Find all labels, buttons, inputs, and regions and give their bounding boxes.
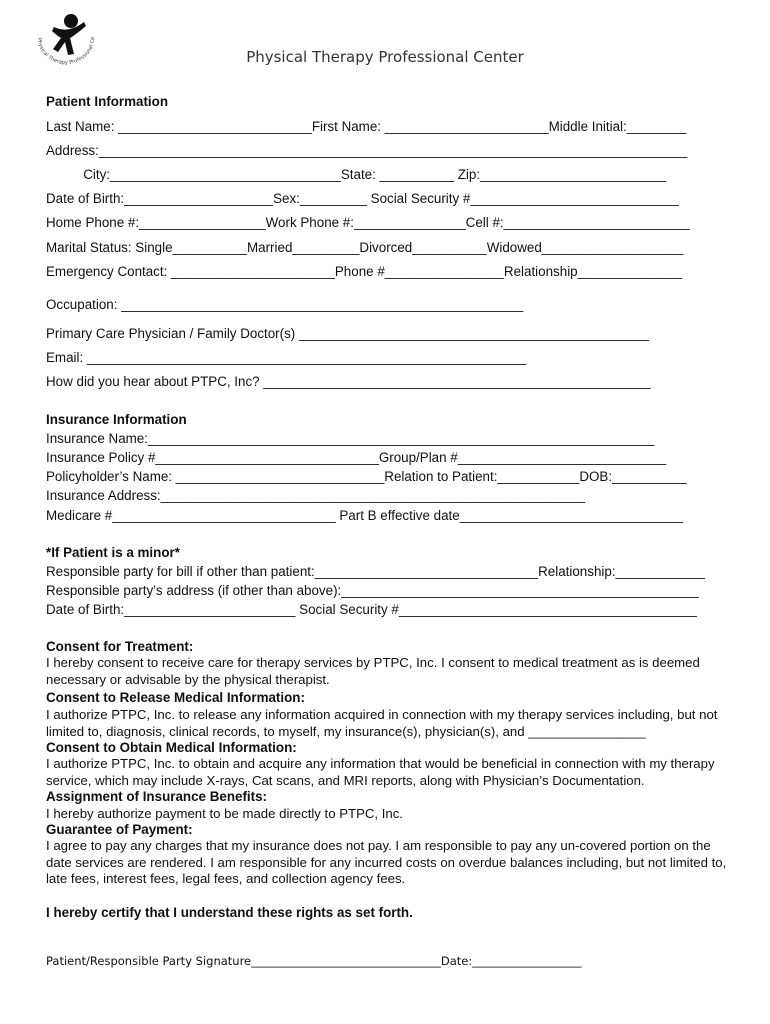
- signature-line[interactable]: Patient/Responsible Party Signature_________________________________Date:___________________: [46, 954, 582, 968]
- primary-care-line[interactable]: Primary Care Physician / Family Doctor(s) _______________________________________________: [46, 326, 649, 341]
- guarantee-text: I agree to pay any charges that my insurance does not pay. I am responsible to pay any un-covered portion on the date services are rendered. I am responsible for any incurred costs on overdue balances including, but not limited to, late fees, interest fees, legal fees, and collection agency fees.: [46, 838, 727, 886]
- obtain-text: I authorize PTPC, Inc. to obtain and acquire any information that would be beneficial in connection with my therapy service, which may include X-rays, Cat scans, and MRI reports, along with Physician’s Documentation.: [46, 756, 715, 788]
- release-text: I authorize PTPC, Inc. to release any information acquired in connection with my therapy services including, but not limited to, diagnosis, clinical records, to myself, my insurance(s), physician(s), and ________________: [46, 707, 718, 739]
- marital-status-line[interactable]: Marital Status: Single__________Married_________Divorced__________Widowed___________________: [46, 240, 684, 255]
- release-heading: Consent to Release Medical Information:: [46, 690, 305, 705]
- obtain-heading: Consent to Obtain Medical Information:: [46, 740, 297, 755]
- page-title: Physical Therapy Professional Center: [246, 48, 524, 66]
- insurance-address-line[interactable]: Insurance Address:_________________________________________________________: [46, 488, 586, 503]
- email-line[interactable]: Email: ___________________________________________________________: [46, 350, 527, 365]
- responsible-party-line[interactable]: Responsible party for bill if other than patient:______________________________Relationship:____________: [46, 564, 705, 579]
- insurance-name-line[interactable]: Insurance Name:____________________________________________________________________: [46, 431, 655, 446]
- city-line[interactable]: City:_______________________________State: __________ Zip:_________________________: [46, 167, 667, 182]
- logo-text: Physical Therapy Professional Ce: [35, 36, 97, 67]
- consent-treatment-heading: Consent for Treatment:: [46, 639, 194, 654]
- address-line[interactable]: Address:_______________________________________________________________________________: [46, 143, 688, 158]
- insurance-heading: Insurance Information: [46, 412, 187, 427]
- guarantee-heading: Guarantee of Payment:: [46, 822, 193, 837]
- dob-line[interactable]: Date of Birth:____________________Sex:_________ Social Security #____________________________: [46, 191, 679, 206]
- insurance-policy-line[interactable]: Insurance Policy #______________________________Group/Plan #____________________________: [46, 450, 667, 465]
- minor-heading: *If Patient is a minor*: [46, 545, 180, 560]
- medicare-line[interactable]: Medicare #______________________________ Part B effective date______________________________: [46, 508, 684, 523]
- phone-line[interactable]: Home Phone #:_________________Work Phone #:_______________Cell #:_________________________: [46, 215, 690, 230]
- responsible-address-line[interactable]: Responsible party’s address (if other than above):________________________________________________: [46, 583, 699, 598]
- patient-heading: Patient Information: [46, 94, 169, 109]
- occupation-line[interactable]: Occupation: ______________________________________________________: [46, 297, 524, 312]
- referral-source-line[interactable]: How did you hear about PTPC, Inc? ____________________________________________________: [46, 374, 651, 389]
- last-name-line[interactable]: Last Name: __________________________First Name: ______________________Middle Initial:________: [46, 119, 687, 134]
- certify-statement: I hereby certify that I understand these rights as set forth.: [46, 905, 413, 920]
- assignment-text: I hereby authorize payment to be made directly to PTPC, Inc.: [46, 806, 403, 821]
- assignment-heading: Assignment of Insurance Benefits:: [46, 789, 267, 804]
- emergency-contact-line[interactable]: Emergency Contact: ______________________Phone #________________Relationship______________: [46, 264, 682, 279]
- consent-treatment-text: I hereby consent to receive care for therapy services by PTPC, Inc. I consent to medical treatment as is deemed necessary or advisable by the physical therapist.: [46, 655, 700, 687]
- policyholder-line[interactable]: Policyholder’s Name: ____________________________Relation to Patient:___________DOB:__________: [46, 469, 687, 484]
- minor-dob-line[interactable]: Date of Birth:_______________________ Social Security #________________________________________: [46, 602, 697, 617]
